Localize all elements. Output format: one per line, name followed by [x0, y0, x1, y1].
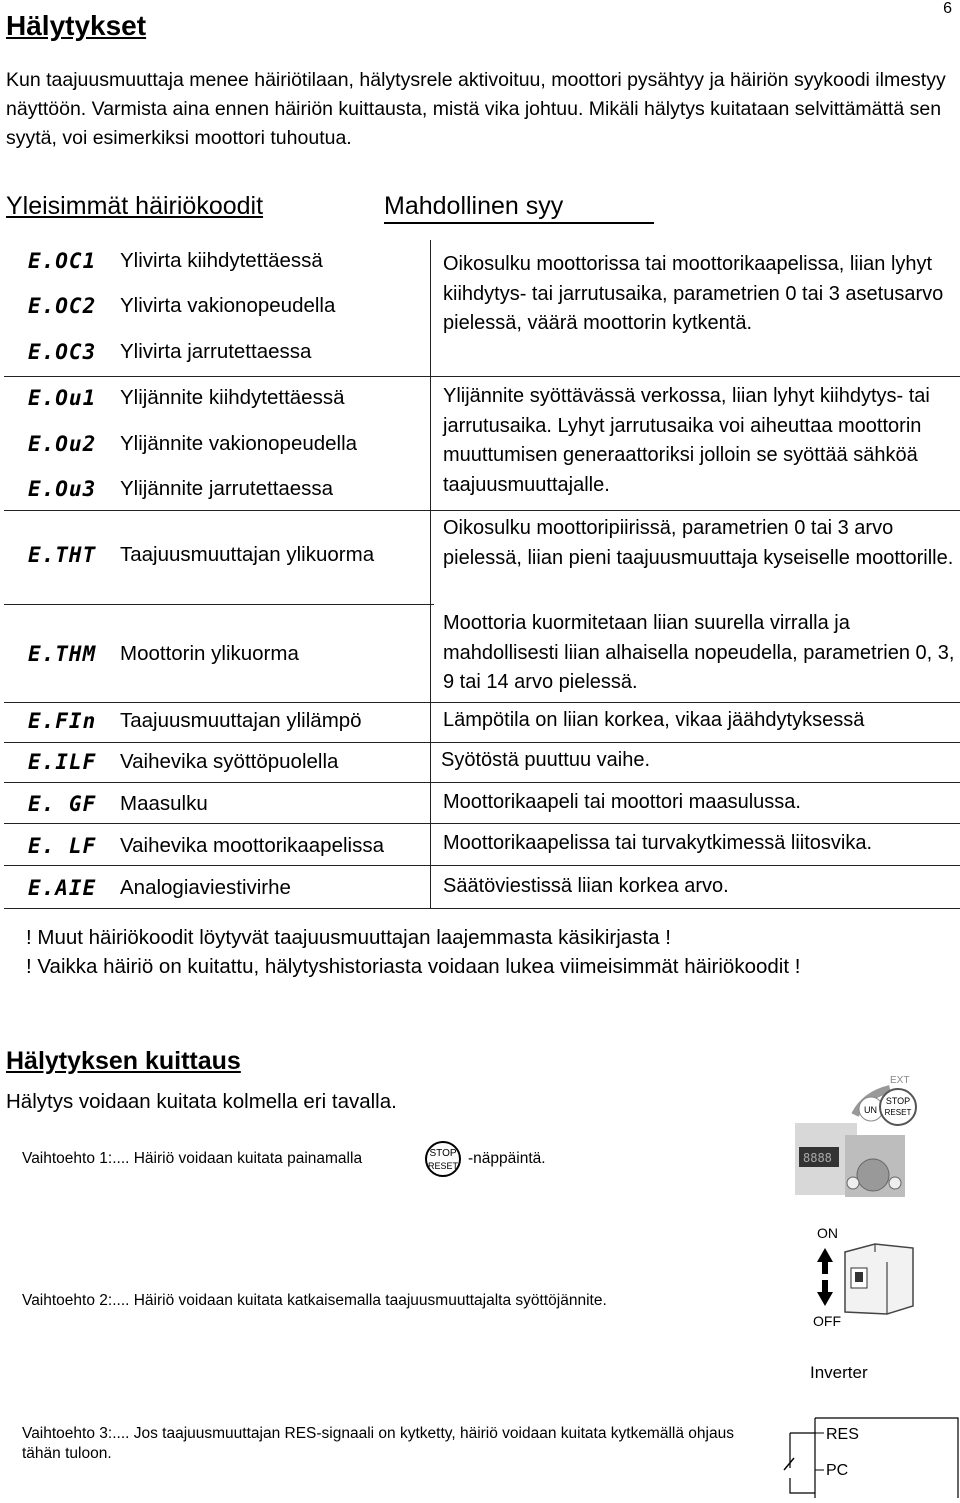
cause-text: Moottoria kuormitetaan liian suurella virralla ja mahdollisesti liian alhaisella nopeudella, parametrien 0, 3, 9 tai 14 arvo pielessä. — [443, 612, 955, 693]
stop-reset-key-icon — [423, 1141, 463, 1177]
reset-section-title: Hälytyksen kuittaus — [6, 1047, 241, 1075]
reset-option-1-suffix: -näppäintä. — [468, 1150, 546, 1167]
page-number: 6 — [943, 0, 952, 17]
error-description: Ylijännite kiihdytettäessä — [120, 386, 345, 409]
res-terminal-label: RES — [826, 1426, 859, 1443]
error-code: E.FIn — [28, 709, 97, 733]
error-description: Ylijännite jarrutettaessa — [120, 477, 334, 500]
reset-option-2: Vaihtoehto 2:.... Häiriö voidaan kuitata katkaisemalla taajuusmuuttajalta syöttöjännite. — [22, 1292, 607, 1309]
error-description: Taajuusmuuttajan ylikuorma — [120, 543, 375, 566]
table-divider — [4, 908, 960, 909]
error-description: Analogiaviestivirhe — [120, 876, 291, 899]
cause-text: Syötöstä puuttuu vaihe. — [441, 749, 651, 771]
table-divider — [4, 510, 960, 511]
error-code: E.OC2 — [28, 294, 97, 318]
error-description: Maasulku — [120, 792, 208, 815]
intro-paragraph: Kun taajuusmuuttaja menee häiriötilaan, hälytysrele aktivoituu, moottori pysähtyy ja häiriön syykoodi ilmestyy näyttöön. Varmista aina ennen häiriön kuittausta, mistä vika johtuu. Mikäli hälytys kuitataan selvittämättä sen syytä, voi esimerkiksi moottori tuhoutua. — [6, 69, 946, 149]
table-column-divider — [430, 240, 431, 908]
breaker-on-label: ON — [817, 1225, 838, 1241]
table-divider — [4, 604, 434, 605]
error-description: Moottorin ylikuorma — [120, 642, 299, 665]
error-code: E.THT — [28, 543, 97, 567]
cause-column-header: Mahdollinen syy — [384, 192, 564, 220]
error-description: Ylijännite vakionopeudella — [120, 432, 358, 455]
pc-terminal-label: PC — [826, 1462, 849, 1479]
reset-section-subtitle: Hälytys voidaan kuitata kolmella eri tavalla. — [6, 1090, 397, 1113]
error-code: E.ILF — [28, 750, 97, 774]
cause-text: Ylijännite syöttävässä verkossa, liian lyhyt kiihdytys- tai jarrutusaika. Lyhyt jarrutusaika voi aiheuttaa moottorin muuttumisen generaattoriksi jolloin se syöttää sähköä taajuusmuuttajalle. — [443, 385, 930, 496]
cause-text: Oikosulku moottoripiirissä, parametrien 0 tai 3 arvo pielessä, liian pieni taajuusmuuttaja kyseiselle moottorille. — [443, 517, 954, 569]
operation-panel-figure — [795, 1075, 960, 1197]
page-title: Hälytykset — [6, 10, 147, 41]
note-line: ! Muut häiriökoodit löytyvät taajuusmuuttajan laajemmasta käsikirjasta ! — [26, 926, 671, 949]
circuit-breaker-figure — [795, 1222, 915, 1332]
panel-run-label: UN — [864, 1105, 877, 1115]
table-divider — [4, 376, 960, 377]
error-code: E. LF — [28, 834, 97, 858]
table-divider — [4, 865, 960, 866]
error-code: E.OC1 — [28, 249, 97, 273]
reset-option-1: Vaihtoehto 1:.... Häiriö voidaan kuitata painamalla — [22, 1150, 363, 1167]
table-divider — [4, 782, 960, 783]
note-line: ! Vaikka häiriö on kuitattu, hälytyshistoriasta voidaan lukea viimeisimmät häiriökoodit ! — [26, 955, 801, 978]
panel-ext-label: EXT — [890, 1075, 910, 1086]
reset-option-3: Vaihtoehto 3:.... Jos taajuusmuuttajan RES-signaali on kytketty, häiriö voidaan kuitata kytkemällä ohjaus tähän tuloon. — [22, 1425, 734, 1462]
cause-text: Lämpötila on liian korkea, vikaa jäähdytyksessä — [443, 709, 865, 731]
panel-reset-label: RESET — [884, 1108, 912, 1117]
reset-key-label: RESET — [427, 1161, 459, 1171]
error-description: Taajuusmuuttajan ylilämpö — [120, 709, 362, 732]
error-description: Ylivirta jarrutettaessa — [120, 340, 312, 363]
panel-stop-label: STOP — [885, 1096, 911, 1106]
cause-text: Säätöviestissä liian korkea arvo. — [443, 875, 729, 897]
cause-text: Moottorikaapelissa tai turvakytkimessä liitosvika. — [443, 832, 873, 854]
error-code: E.Ou3 — [28, 477, 97, 501]
error-code: E.THM — [28, 642, 97, 666]
stop-key-label: STOP — [429, 1148, 457, 1159]
error-code: E.OC3 — [28, 340, 97, 364]
inverter-label: Inverter — [810, 1363, 868, 1382]
error-code: E.Ou1 — [28, 386, 97, 410]
error-code: E.AIE — [28, 876, 97, 900]
error-description: Ylivirta vakionopeudella — [120, 294, 336, 317]
cause-header-underline — [384, 222, 654, 224]
table-divider — [4, 702, 960, 703]
error-description: Vaihevika syöttöpuolella — [120, 750, 339, 773]
codes-column-header: Yleisimmät häiriökoodit — [6, 192, 264, 220]
error-code: E.Ou2 — [28, 432, 97, 456]
inverter-terminal-figure — [780, 1358, 960, 1498]
error-description: Vaihevika moottorikaapelissa — [120, 834, 384, 857]
cause-text: Moottorikaapeli tai moottori maasulussa. — [443, 791, 801, 813]
svg-text:8888: 8888 — [803, 1151, 832, 1165]
error-code: E. GF — [28, 792, 97, 816]
breaker-off-label: OFF — [813, 1313, 841, 1329]
table-divider — [4, 823, 960, 824]
table-divider — [4, 742, 960, 743]
error-description: Ylivirta kiihdytettäessä — [120, 249, 323, 272]
cause-text: Oikosulku moottorissa tai moottorikaapelissa, liian lyhyt kiihdytys- tai jarrutusaika, parametrien 0 tai 3 asetusarvo pielessä, väärä moottorin kytkentä. — [443, 253, 944, 334]
